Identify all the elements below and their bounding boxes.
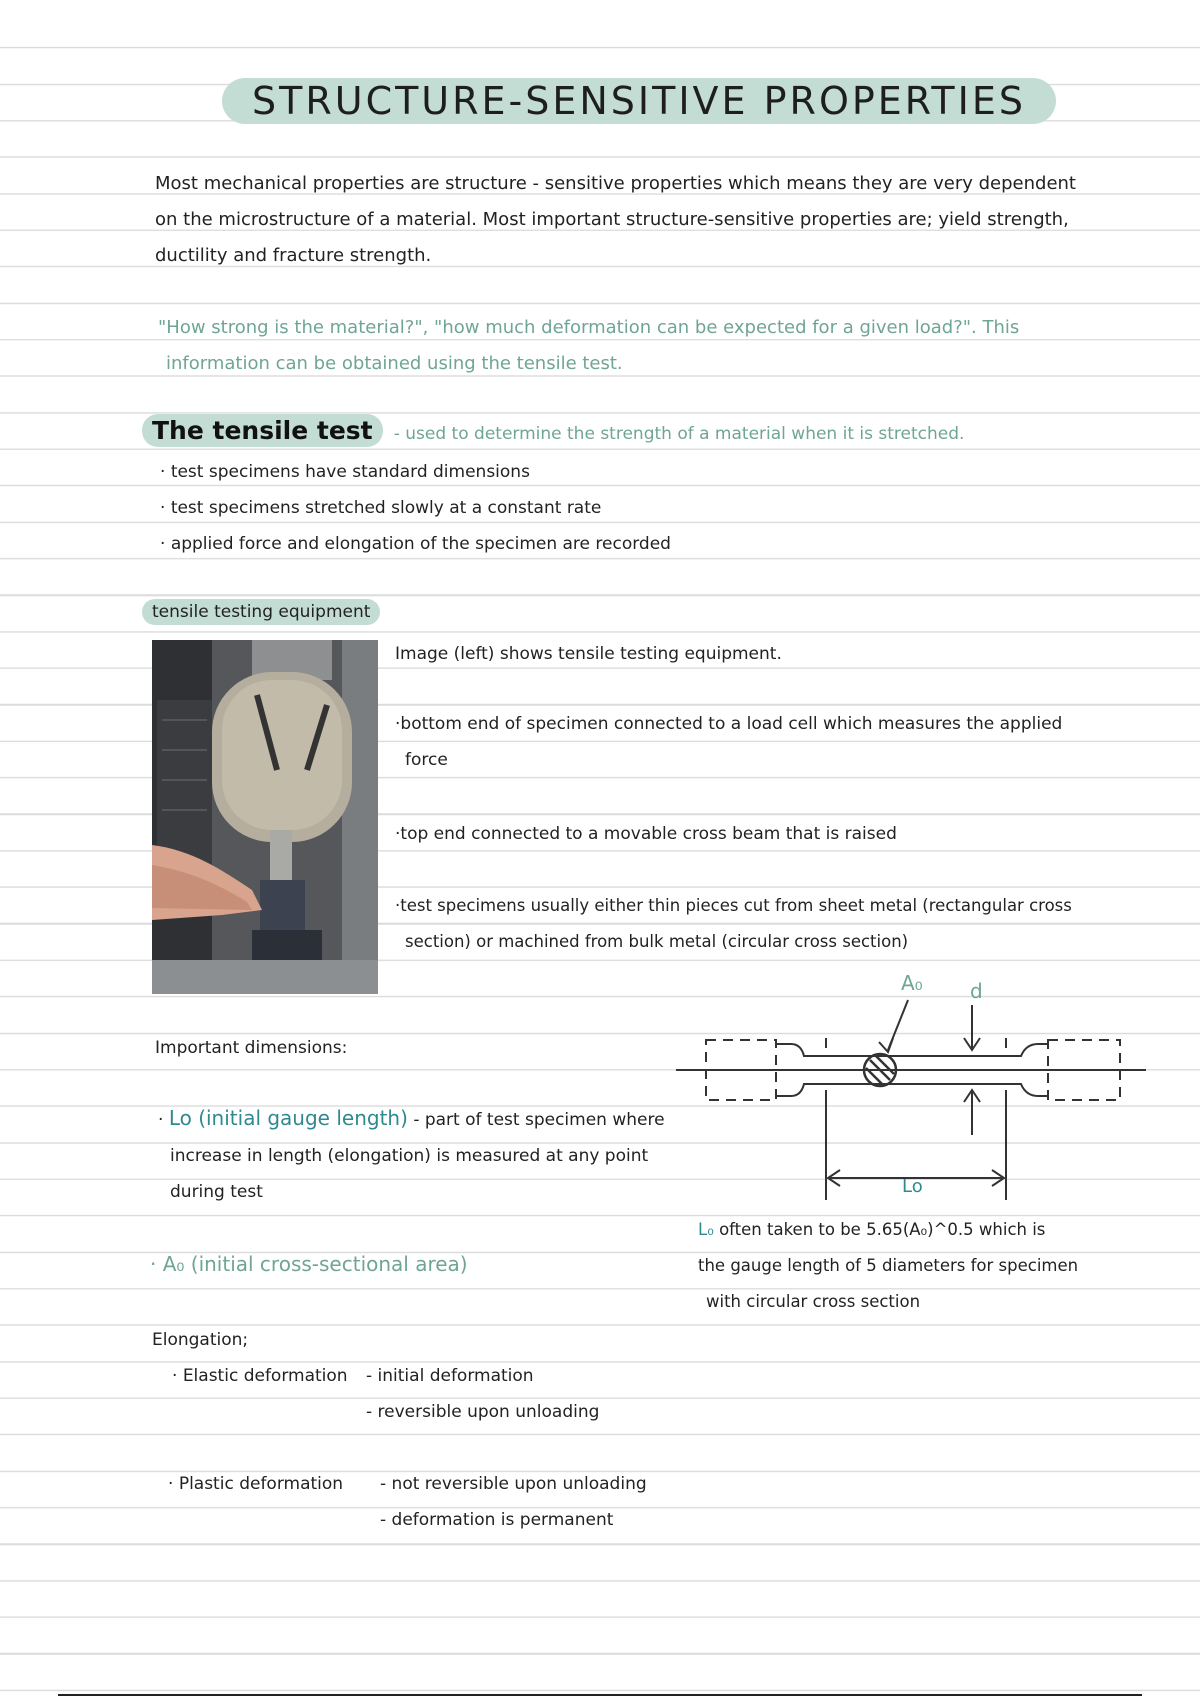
equipment-bullet [395, 706, 1175, 778]
diagram-label-ao: A₀ [901, 971, 923, 995]
bullet-line: ·bottom end of specimen connected to a load cell which measures the applied [395, 714, 1063, 734]
dimensions-heading: Important dimensions: [155, 1038, 348, 1058]
questions-paragraph [158, 310, 1138, 382]
bullet-line: ·top end connected to a movable cross beam that is raised [395, 824, 897, 844]
title-highlight [222, 78, 1056, 124]
lo-line: increase in length (elongation) is measured at any point [170, 1146, 649, 1166]
bullet-line: ·test specimens usually either thin pieces cut from sheet metal (rectangular cross [395, 896, 1072, 915]
equipment-bullet [395, 888, 1175, 960]
elastic-point: - reversible upon unloading [366, 1402, 600, 1422]
lo-definition [158, 1100, 698, 1210]
tensile-test-heading: The tensile test [142, 414, 383, 447]
lo-line: during test [170, 1182, 263, 1202]
plastic-point: - not reversible upon unloading [380, 1474, 647, 1494]
tensile-test-header [142, 416, 964, 445]
questions-line: information can be obtained using the tensile test. [166, 353, 623, 374]
tensile-test-subtitle: - used to determine the strength of a material when it is stretched. [393, 424, 965, 444]
lo-term: Lo (initial gauge length) [168, 1106, 408, 1130]
intro-line: Most mechanical properties are structure - sensitive properties which means they are very dependent [155, 173, 1076, 194]
diagram-label-lo: Lo [902, 1176, 923, 1197]
tensile-test-bullets [160, 454, 671, 562]
specimen-diagram [676, 960, 1146, 1210]
note-symbol: L₀ [698, 1220, 714, 1239]
equipment-caption: Image (left) shows tensile testing equipment. [395, 644, 782, 664]
bullet-item: · applied force and elongation of the specimen are recorded [160, 534, 671, 554]
elastic-point: - initial deformation [366, 1366, 534, 1386]
page-title: STRUCTURE-SENSITIVE PROPERTIES [252, 79, 1026, 123]
bullet-item: · test specimens stretched slowly at a constant rate [160, 498, 602, 518]
note-line: L₀ often taken to be 5.65(A₀)^0.5 which is [698, 1220, 1046, 1239]
ao-definition: · A₀ (initial cross-sectional area) [150, 1252, 468, 1276]
ao-term: A₀ (initial cross-sectional area) [162, 1252, 468, 1276]
equipment-bullet [395, 816, 1175, 852]
note-line: with circular cross section [706, 1292, 921, 1311]
equipment-header [142, 602, 380, 622]
plastic-point: - deformation is permanent [380, 1510, 614, 1530]
lo-line: · Lo (initial gauge length) - part of test specimen where [158, 1106, 665, 1130]
intro-line: ductility and fracture strength. [155, 245, 432, 266]
tensile-machine-photo [152, 640, 378, 994]
intro-line: on the microstructure of a material. Most important structure-sensitive properties are; yield strength, [155, 209, 1069, 230]
gauge-length-note [698, 1212, 1178, 1320]
elastic-term: · Elastic deformation [172, 1366, 348, 1386]
equipment-heading: tensile testing equipment [142, 599, 380, 625]
intro-paragraph [155, 166, 1135, 274]
bottom-rule [58, 1694, 1142, 1696]
elongation-heading: Elongation; [152, 1330, 249, 1350]
questions-line: "How strong is the material?", "how much deformation can be expected for a given load?". This [158, 317, 1020, 338]
bullet-item: · test specimens have standard dimensions [160, 462, 530, 482]
bullet-line: section) or machined from bulk metal (circular cross section) [405, 932, 909, 951]
diagram-label-d: d [970, 979, 983, 1003]
plastic-term: · Plastic deformation [168, 1474, 344, 1494]
bullet-line: force [405, 750, 448, 770]
note-line: the gauge length of 5 diameters for specimen [698, 1256, 1079, 1275]
